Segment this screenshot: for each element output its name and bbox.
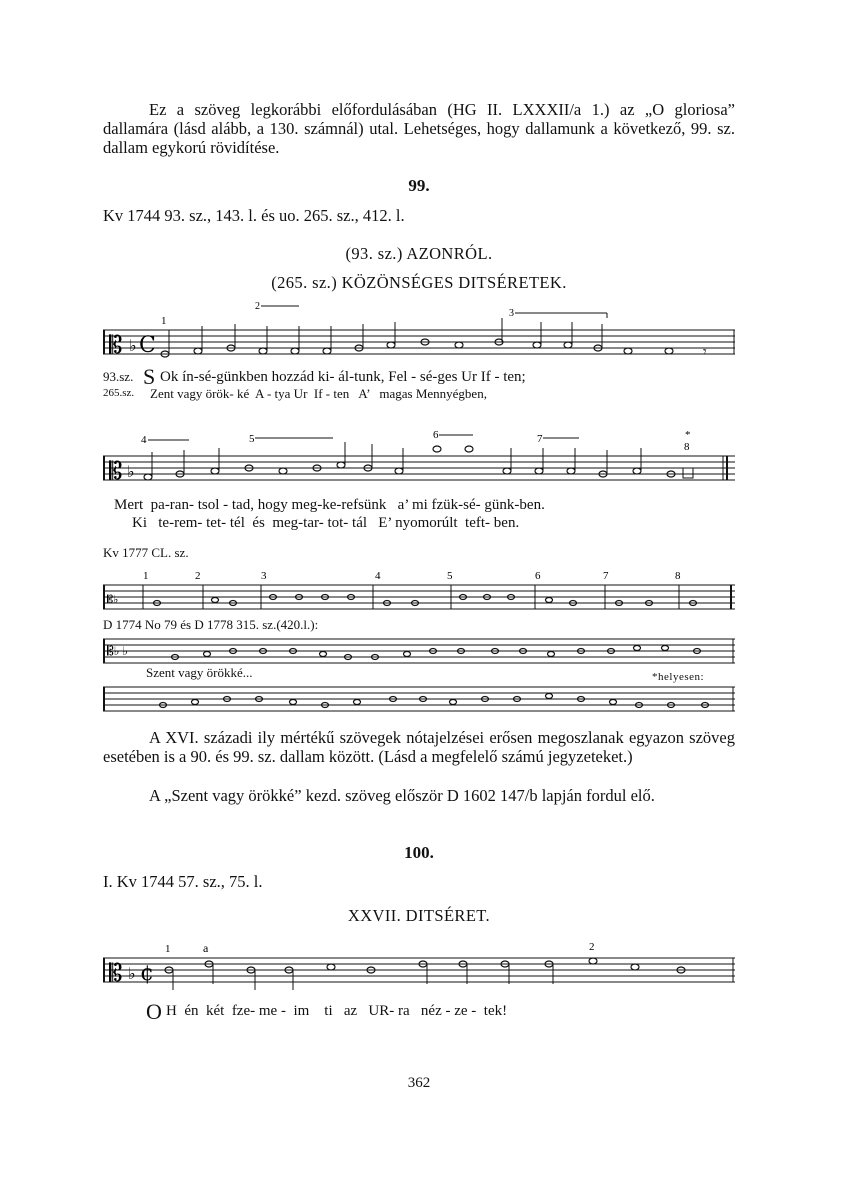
svg-text:𝄡: 𝄡	[109, 959, 123, 987]
svg-text:5: 5	[249, 433, 255, 445]
svg-text:2: 2	[589, 941, 595, 953]
svg-text:6: 6	[535, 570, 541, 582]
svg-text:2: 2	[195, 570, 201, 582]
svg-text:𝄡♭: 𝄡♭	[107, 594, 119, 606]
dropcap-o: O	[146, 999, 162, 1024]
note-paragraph-2: A „Szent vagy örökké” kezd. szöveg először D 1602 147/b lapján fordul elő.	[149, 786, 655, 805]
lyric-line-99-2b: Ki te-rem- tet- tél és meg-tar- tot- tál E’ nyomorúlt teft- ben.	[132, 515, 520, 531]
svg-text:7: 7	[537, 433, 543, 445]
music-staff-99-2	[103, 428, 735, 500]
svg-text:𝄡: 𝄡	[109, 331, 123, 359]
svg-text:*: *	[685, 429, 691, 441]
song-number-99: 99.	[408, 176, 430, 195]
variant-source-1: Kv 1777 CL. sz.	[103, 545, 189, 560]
lyric-line-99-1b: Zent vagy örök- ké A - tya Ur If - ten A’ magas Mennyégben,	[150, 386, 487, 401]
svg-text:5: 5	[447, 570, 453, 582]
svg-text:a: a	[203, 941, 209, 955]
svg-text:4: 4	[141, 434, 147, 446]
music-staff-variant-1	[103, 565, 735, 613]
lyric-label-93: 93.sz.	[103, 369, 134, 384]
music-staff-variant-3	[103, 683, 735, 713]
song-source-99: Kv 1744 93. sz., 143. l. és uo. 265. sz., 412. l.	[103, 206, 405, 225]
svg-text:8: 8	[684, 441, 690, 453]
note-paragraph-1: A XVI. századi ily mértékű szövegek nótajelzései erősen megoszlanak egyazon szöveg esetében is a 90. és 99. sz. dallam között. (Lásd a megfelelő számú jegyzeteket.)	[103, 728, 735, 766]
svg-text:8: 8	[675, 570, 681, 582]
song-source-100: I. Kv 1744 57. sz., 75. l.	[103, 872, 263, 891]
svg-text:𝄾: 𝄾	[703, 345, 707, 360]
svg-text:3: 3	[261, 570, 267, 582]
svg-text:1: 1	[143, 570, 149, 582]
svg-text:♭: ♭	[129, 336, 137, 355]
variant-note-helyesen: *helyesen:	[652, 671, 705, 683]
lyric-line-99-2a: Mert pa-ran- tsol - tad, hogy meg-ke-refsünk a’ mi fzük-sé- günk-ben.	[114, 497, 545, 513]
svg-text:♭: ♭	[128, 964, 136, 983]
svg-text:7: 7	[603, 570, 609, 582]
variant-source-2: D 1774 No 79 és D 1778 315. sz.(420.l.):	[103, 617, 319, 632]
svg-text:𝄡♭ ♭: 𝄡♭ ♭	[107, 644, 129, 658]
svg-text:𝄡: 𝄡	[109, 457, 123, 485]
song-title-99-b: (265. sz.) KÖZÖNSÉGES DITSÉRETEK.	[271, 273, 567, 292]
variant-lyric: Szent vagy örökké...	[146, 665, 253, 680]
lyric-line-100: H én két fze- me - im ti az UR- ra néz - ze - tek!	[166, 1003, 508, 1019]
svg-text:C: C	[139, 333, 156, 358]
svg-text:1: 1	[161, 315, 167, 327]
song-title-99-a: (93. sz.) AZONRÓL.	[345, 244, 493, 263]
svg-text:¢: ¢	[140, 961, 154, 986]
page-number: 362	[407, 1075, 431, 1091]
lyric-label-265: 265.sz.	[103, 387, 135, 399]
dropcap-s: S	[143, 364, 156, 389]
lyric-line-99-1a: Ok ín-sé-günkben hozzád ki- ál-tunk, Fel - sé-ges Ur If - ten;	[160, 369, 526, 385]
svg-text:2: 2	[255, 301, 260, 312]
music-staff-variant-2	[103, 633, 735, 667]
intro-paragraph: Ez a szöveg legkorábbi előfordulásában (HG II. LXXXII/a 1.) az „O gloriosa” dallamára (lásd alább, a 130. számnál) utal. Lehetséges, hogy dallamunk a következő, 99. sz. dallam egykorú rövidítése.	[103, 100, 735, 157]
song-title-100: XXVII. DITSÉRET.	[347, 906, 491, 925]
music-staff-99-1	[103, 296, 735, 368]
song-number-100: 100.	[404, 843, 434, 862]
music-staff-100	[103, 934, 735, 994]
svg-text:6: 6	[433, 429, 439, 441]
svg-text:4: 4	[375, 570, 381, 582]
svg-text:1: 1	[165, 943, 171, 955]
svg-text:3: 3	[509, 308, 514, 319]
svg-text:♭: ♭	[127, 462, 135, 481]
